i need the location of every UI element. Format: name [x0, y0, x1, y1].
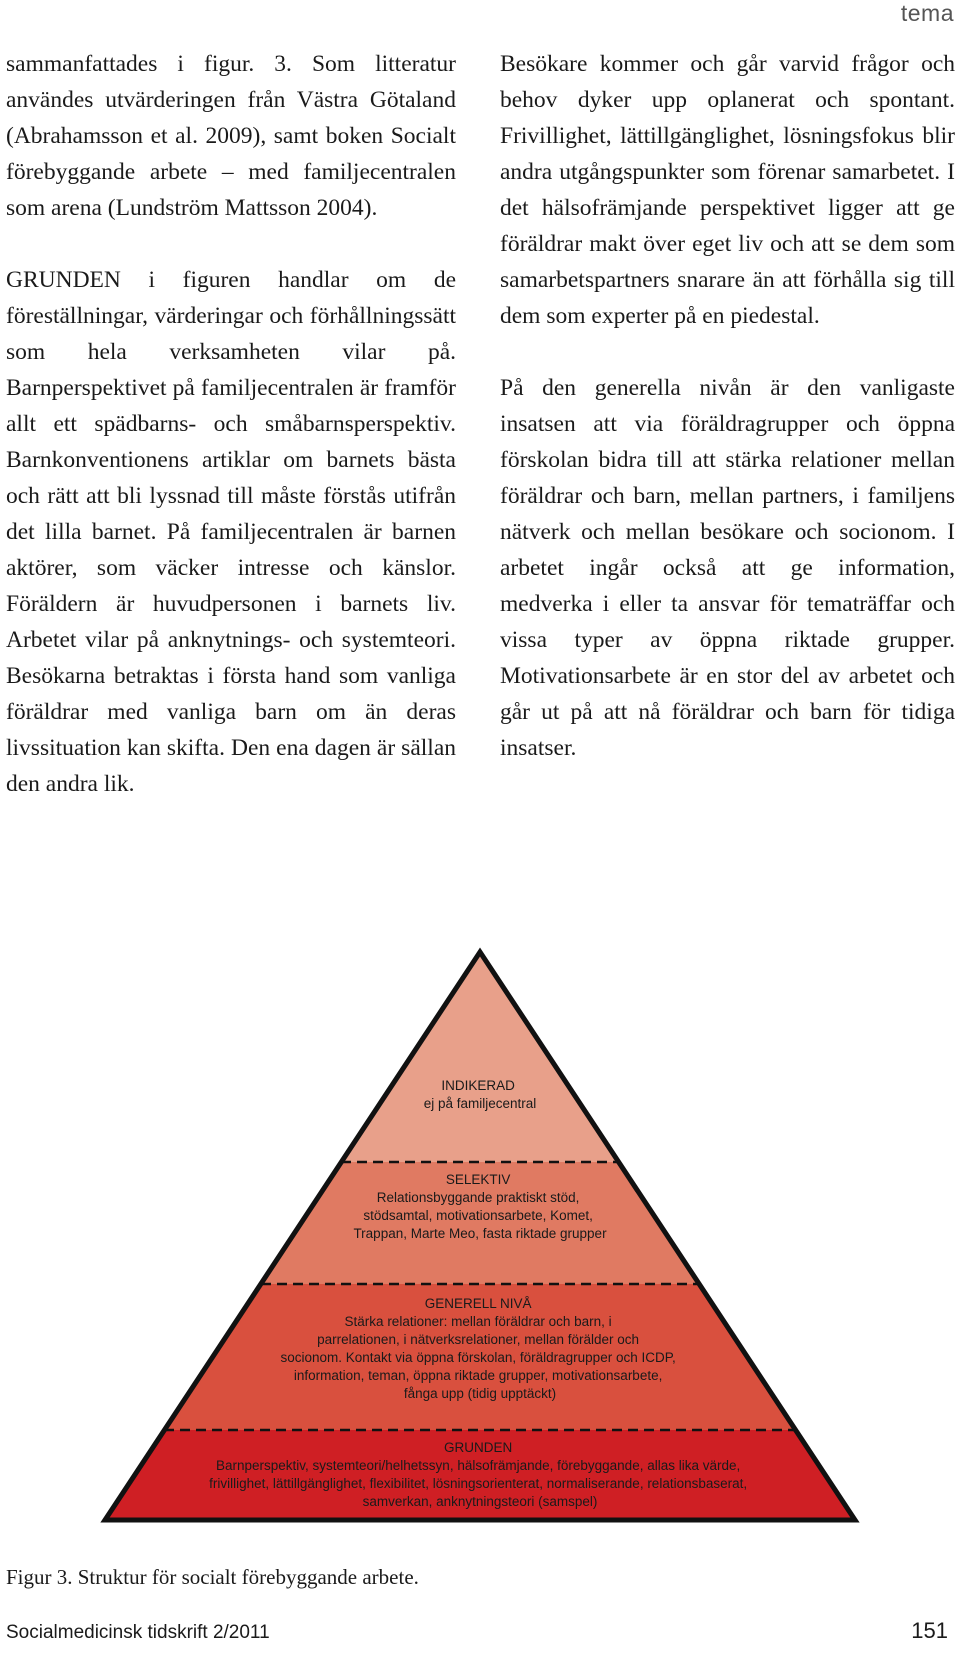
generell-line-2: parrelationen, i nätverksrelationer, mellan förälder och	[317, 1332, 640, 1347]
section-tag: tema	[900, 0, 954, 26]
generell-line-4: information, teman, öppna riktade grupper, motivationsarbete,	[293, 1368, 663, 1383]
left-paragraph-1: sammanfattades i figur. 3. Som litteratur användes utvärderingen från Västra Götaland (Abrahamsson et al. 2009), samt boken Socialt förebyggande arbete – med familjecentralen som arena (Lundström Mattsson 2004).	[6, 51, 456, 221]
indikerad-line-1: ej på familjecentral	[423, 1096, 537, 1111]
selektiv-line-1: Relationsbyggande praktiskt stöd,	[376, 1190, 580, 1205]
left-paragraph-2: GRUNDEN i figuren handlar om de föreställningar, värderingar och förhållningssätt som hela verksamheten vilar på. Barnperspektivet på familjecentralen är framför allt ett spädbarns- och småbarnsperspektiv. Barnkonventionens artiklar om barnets bästa och rätt att bli lyssnad till måste förstås utifrån det lilla barnet. På familjecentralen är barnen aktörer, som väcker intresse och känslor. Föräldern är huvudpersonen i barnets liv. Arbetet vilar på anknytnings- och systemteori. Besökarna betraktas i första hand som vanliga föräldrar med vanliga barn om än deras livssituation kan skifta. Den ena dagen är sällan den andra lik.	[6, 267, 456, 797]
grunden-line-2: frivillighet, lättillgänglighet, flexibilitet, lösningsorienterat, normaliserande, relationsbaserat,	[209, 1476, 748, 1491]
pyramid-level-top	[341, 952, 619, 1162]
generell-line-5: fånga upp (tidig upptäckt)	[403, 1386, 557, 1401]
selektiv-line-2: stödsamtal, motivationsarbete, Komet,	[363, 1208, 593, 1223]
pyramid-figure	[0, 940, 960, 1560]
right-paragraph-2: På den generella nivån är den vanligaste insatsen att via föräldragrupper och öppna förskolan bidra till att stärka relationer mellan föräldrar och barn, mellan partners, i familjens nätverk och mellan besökare och socionom. I arbetet ingår också att ge information, medverka i eller ta ansvar för tematräffar och vissa typer av öppna riktade grupper. Motivationsarbete är en stor del av arbetet och går ut på att nå föräldrar och barn för tidiga insatser.	[500, 375, 955, 761]
left-column	[6, 46, 456, 802]
selektiv-title: SELEKTIV	[445, 1172, 511, 1187]
page-number: 151	[911, 1618, 948, 1643]
pyramid-svg	[0, 940, 960, 1560]
selektiv-line-3: Trappan, Marte Meo, fasta riktade grupper	[353, 1226, 607, 1241]
grunden-title: GRUNDEN	[443, 1440, 513, 1455]
generell-line-3: socionom. Kontakt via öppna förskolan, föräldragrupper och ICDP,	[280, 1350, 676, 1365]
grunden-line-3: samverkan, anknytningsteori (samspel)	[362, 1494, 598, 1509]
journal-name: Socialmedicinsk tidskrift 2/2011	[6, 1622, 270, 1643]
generell-line-1: Stärka relationer: mellan föräldrar och barn, i	[344, 1314, 612, 1329]
figure-caption: Figur 3. Struktur för socialt förebyggande arbete.	[6, 1565, 419, 1589]
indikerad-title: INDIKERAD	[441, 1078, 515, 1093]
right-column	[500, 46, 955, 766]
grunden-line-1: Barnperspektiv, systemteori/helhetssyn, hälsofrämjande, förebyggande, allas lika värde,	[215, 1458, 741, 1473]
generell-title: GENERELL NIVÅ	[424, 1296, 532, 1311]
right-paragraph-1: Besökare kommer och går varvid frågor och behov dyker upp oplanerat och spontant. Frivillighet, lättillgänglighet, lösningsfokus blir andra utgångspunkter som förenar samarbetet. I det hälsofrämjande perspektivet ligger att ge föräldrar makt över eget liv och att se dem som samarbetspartners snarare än att förhålla sig till dem som experter på en piedestal.	[500, 51, 955, 329]
